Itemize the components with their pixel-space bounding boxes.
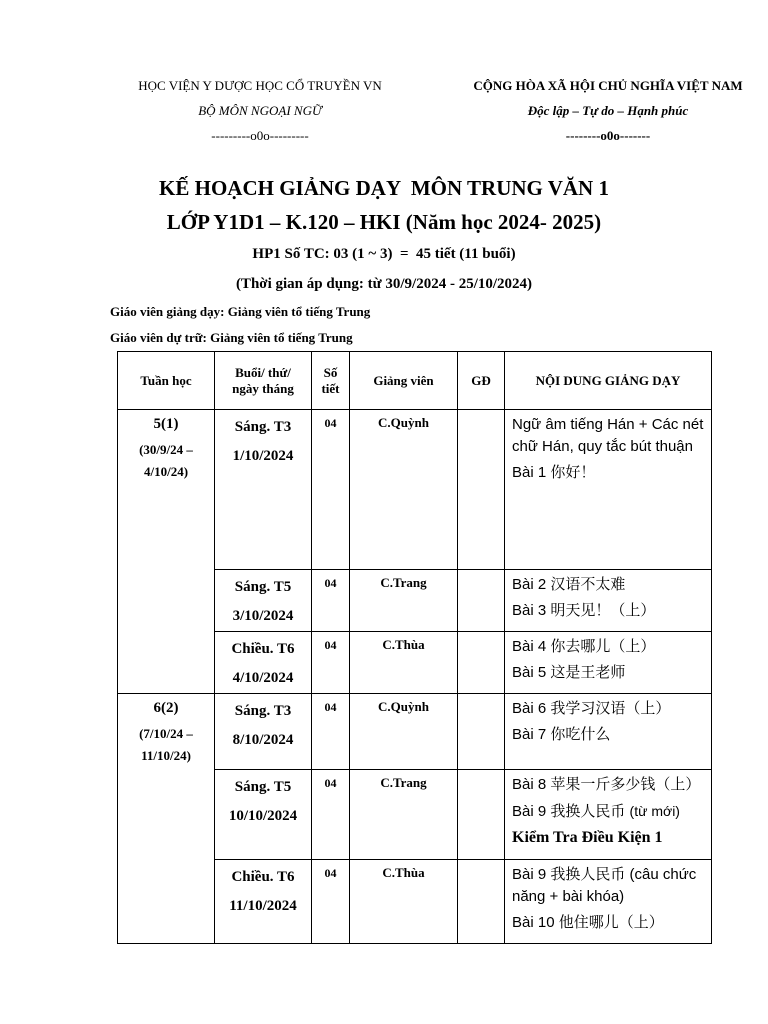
lesson-line: Ngữ âm tiếng Hán + Các nét chữ Hán, quy tắc bút thuận xyxy=(512,416,704,455)
exam-line: Kiểm Tra Điều Kiện 1 xyxy=(512,829,663,846)
periods-cell: 04 xyxy=(312,570,350,632)
week-number: 6(2) xyxy=(153,700,179,716)
teacher-cell: C.Quỳnh xyxy=(350,694,458,770)
session-name: Sáng. T3 xyxy=(234,419,292,435)
content-cell xyxy=(505,694,712,770)
week-range-line1: (30/9/24 – xyxy=(139,442,193,457)
gd-cell xyxy=(458,694,505,770)
institution-name: HỌC VIỆN Y DƯỢC HỌC CỔ TRUYỀN VN xyxy=(138,78,382,93)
session-cell xyxy=(215,860,312,944)
session-cell xyxy=(215,410,312,570)
gd-cell xyxy=(458,770,505,860)
motto: Độc lập – Tự do – Hạnh phúc xyxy=(527,103,689,118)
lesson-note: (câu chức năng + bài khóa) xyxy=(512,866,697,905)
week-cell xyxy=(118,694,215,944)
reserve-teacher-info: Giáo viên dự trữ: Giảng viên tổ tiếng Trung xyxy=(110,330,353,345)
time-range: (Thời gian áp dụng: từ 30/9/2024 - 25/10/2024) xyxy=(235,276,533,292)
week-number: 5(1) xyxy=(153,416,179,432)
lesson-line: Bài 1 你好！ xyxy=(512,464,596,481)
lesson-text: Bài 9 我换人民币 xyxy=(512,866,626,883)
teacher-info: Giáo viên giảng dạy: Giảng viên tổ tiếng Trung xyxy=(110,304,371,319)
week-range xyxy=(118,439,214,483)
header-periods-line1: Số xyxy=(323,364,338,380)
periods-cell: 04 xyxy=(312,632,350,694)
periods-cell: 04 xyxy=(312,860,350,944)
week-range-line2: 11/10/24) xyxy=(141,748,191,763)
content-cell xyxy=(505,570,712,632)
gd-cell xyxy=(458,860,505,944)
department-name: BỘ MÔN NGOẠI NGỮ xyxy=(198,103,322,118)
week-range-line1: (7/10/24 – xyxy=(139,726,193,741)
week-range xyxy=(118,723,214,767)
session-name: Sáng. T5 xyxy=(234,579,292,595)
header-periods-line2: tiết xyxy=(321,380,340,396)
session-date: 8/10/2024 xyxy=(232,732,294,748)
table-row xyxy=(118,410,712,570)
schedule-table xyxy=(117,351,712,944)
class-title: LỚP Y1D1 – K.120 – HKI (Năm học 2024- 2025) xyxy=(166,210,602,234)
gd-cell xyxy=(458,632,505,694)
session-date: 1/10/2024 xyxy=(232,448,294,464)
session-cell xyxy=(215,632,312,694)
lesson-line: Bài 5 这是王老师 xyxy=(512,664,626,681)
session-date: 11/10/2024 xyxy=(229,898,297,914)
session-date: 10/10/2024 xyxy=(228,808,298,824)
teacher-cell: C.Quỳnh xyxy=(350,410,458,570)
table-header-row xyxy=(118,352,712,410)
session-name: Chiều. T6 xyxy=(231,641,295,657)
lesson-note: (từ mới) xyxy=(629,803,680,819)
lesson-line: Bài 7 你吃什么 xyxy=(512,726,611,743)
content-cell xyxy=(505,860,712,944)
header-week: Tuần học xyxy=(118,352,215,410)
header-session-line1: Buổi/ thứ/ xyxy=(235,364,291,380)
session-cell xyxy=(215,770,312,860)
session-cell xyxy=(215,694,312,770)
periods-cell: 04 xyxy=(312,770,350,860)
header-session-line2: ngày tháng xyxy=(232,380,294,396)
header-right xyxy=(448,73,768,148)
lesson-text: Bài 9 我换人民币 xyxy=(512,803,626,820)
lesson-line: Bài 2 汉语不太难 xyxy=(512,576,626,593)
header-teacher: Giảng viên xyxy=(350,352,458,410)
table-row xyxy=(118,694,712,770)
session-date: 4/10/2024 xyxy=(232,670,294,686)
session-date: 3/10/2024 xyxy=(232,608,294,624)
plan-title: KẾ HOẠCH GIẢNG DẠY MÔN TRUNG VĂN 1 xyxy=(159,176,609,200)
lesson-line: Bài 3 明天见！（上） xyxy=(512,602,656,619)
session-name: Chiều. T6 xyxy=(231,869,295,885)
teacher-cell: C.Thùa xyxy=(350,632,458,694)
lesson-line: Bài 8 苹果一斤多少钱（上） xyxy=(512,776,701,793)
gd-cell xyxy=(458,410,505,570)
country-name: CỘNG HÒA XÃ HỘI CHỦ NGHĨA VIỆT NAM xyxy=(473,78,743,93)
right-divider: --------o0o------- xyxy=(565,128,651,143)
lesson-line: Bài 6 我学习汉语（上） xyxy=(512,700,671,717)
header-content: NỘI DUNG GIẢNG DẠY xyxy=(505,352,712,410)
periods-cell: 04 xyxy=(312,694,350,770)
teacher-cell: C.Trang xyxy=(350,770,458,860)
left-divider: ---------o0o--------- xyxy=(211,128,309,143)
lesson-line xyxy=(512,864,705,908)
lesson-line xyxy=(512,800,705,823)
teacher-cell: C.Trang xyxy=(350,570,458,632)
teacher-cell: C.Thùa xyxy=(350,860,458,944)
session-cell xyxy=(215,570,312,632)
gd-cell xyxy=(458,570,505,632)
periods-cell: 04 xyxy=(312,410,350,570)
content-cell xyxy=(505,770,712,860)
header-gd: GĐ xyxy=(458,352,505,410)
session-name: Sáng. T3 xyxy=(234,703,292,719)
week-range-line2: 4/10/24) xyxy=(143,464,189,479)
session-name: Sáng. T5 xyxy=(234,779,292,795)
lesson-line: Bài 10 他住哪儿（上） xyxy=(512,914,664,931)
lesson-line: Bài 4 你去哪儿（上） xyxy=(512,638,656,655)
header-session xyxy=(215,352,312,410)
content-cell xyxy=(505,410,712,570)
header-left xyxy=(100,73,420,148)
credit-info: HP1 Số TC: 03 (1 ~ 3) = 45 tiết (11 buổi) xyxy=(252,246,516,262)
week-cell xyxy=(118,410,215,694)
header-periods xyxy=(312,352,350,410)
content-cell xyxy=(505,632,712,694)
